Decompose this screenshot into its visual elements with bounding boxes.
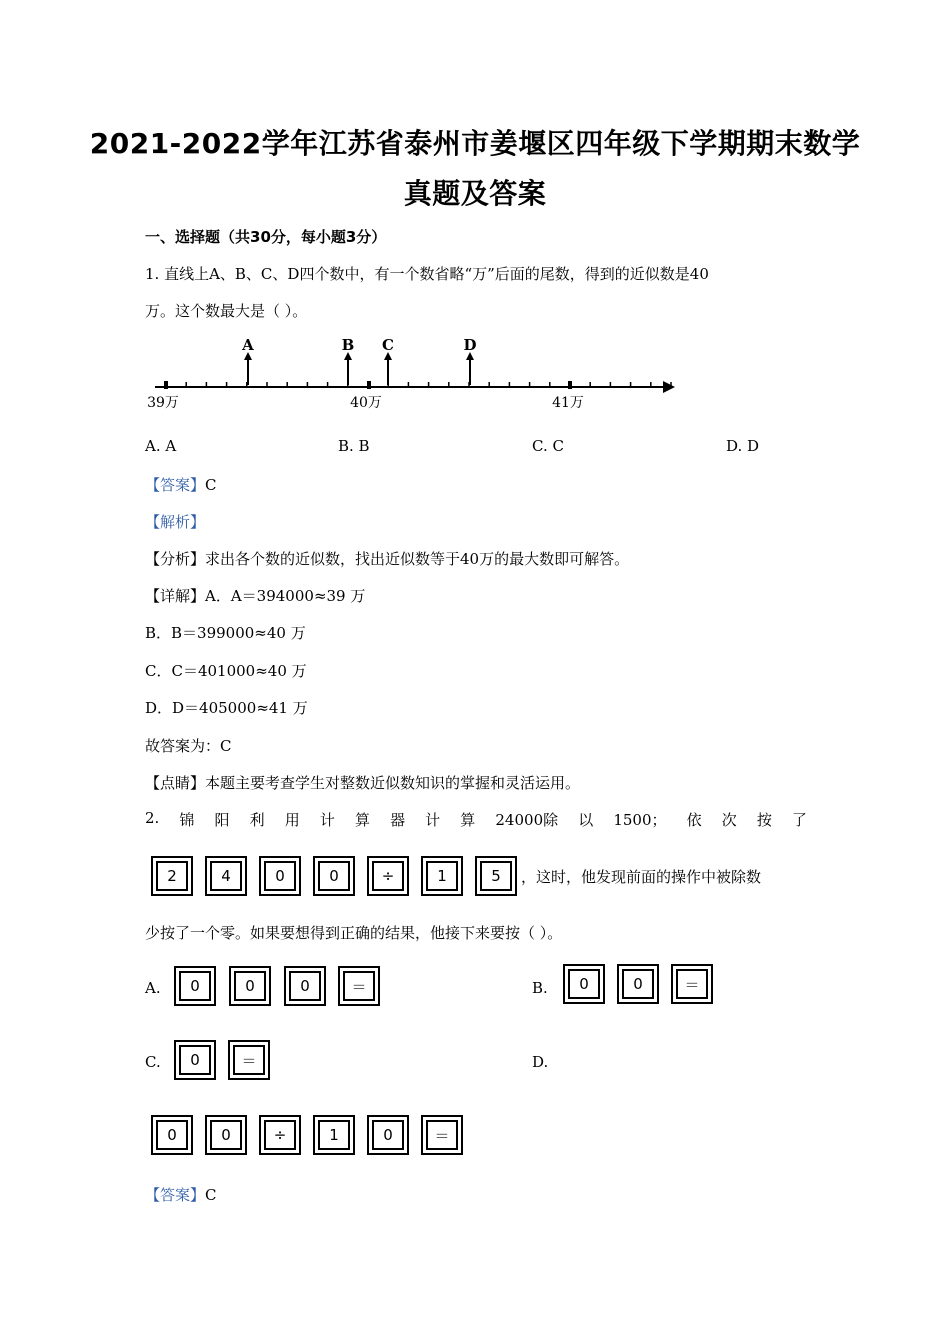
q2-word: 利	[249, 811, 265, 829]
calc-key: 1	[313, 1115, 355, 1155]
calc-key: ＝	[228, 1040, 270, 1080]
axis-label-41: 41万	[552, 395, 584, 411]
calc-key: 0	[313, 856, 355, 896]
calc-key: 0	[151, 1115, 193, 1155]
q2-option-a-label: A.	[145, 979, 161, 997]
q1-conclusion: 故答案为：C	[145, 737, 232, 755]
q2-word: 2.	[145, 809, 160, 827]
answer-value: C	[205, 476, 217, 494]
point-label-b: B	[341, 336, 355, 354]
calc-key: ＝	[421, 1115, 463, 1155]
page-title-line1: 2021-2022学年江苏省泰州市姜堰区四年级下学期期末数学	[89, 127, 861, 160]
calc-key: 4	[205, 856, 247, 896]
q1-fenxi	[145, 548, 629, 569]
q1-option-a: A. A	[145, 437, 177, 455]
q2-word: 用	[284, 811, 300, 829]
number-line-figure	[145, 330, 685, 415]
answer-value: C	[205, 1186, 217, 1204]
calc-key: ÷	[259, 1115, 301, 1155]
q2-word: 阳	[214, 811, 230, 829]
detail-line-2: B．B＝399000≈40 万	[145, 624, 306, 642]
calc-key: ÷	[367, 856, 409, 896]
q1-option-d: D. D	[726, 437, 760, 455]
q2-word: 1500；	[613, 811, 667, 829]
calc-key: ＝	[671, 964, 713, 1004]
calc-key: 0	[259, 856, 301, 896]
q1-answer	[145, 474, 217, 495]
calc-key: 0	[284, 966, 326, 1006]
q2-text-line3: 少按了一个零。如果要想得到正确的结果，他接下来要按（ ）。	[145, 924, 563, 942]
q2-word: 算	[354, 811, 370, 829]
point-label-d: D	[463, 336, 477, 354]
calc-key: 1	[421, 856, 463, 896]
major-tick-39	[164, 381, 168, 389]
major-tick-41	[568, 381, 572, 389]
calc-key: ＝	[338, 966, 380, 1006]
calc-key: 0	[367, 1115, 409, 1155]
calc-key: 0	[205, 1115, 247, 1155]
number-line-arrowhead	[663, 381, 675, 393]
q2-word: 器	[390, 811, 406, 829]
axis-label-40: 40万	[350, 395, 382, 411]
q2-option-b-label: B.	[532, 979, 548, 997]
q1-xiangjie	[145, 585, 365, 606]
q1-option-c: C. C	[532, 437, 564, 455]
dianjing-text: 本题主要考查学生对整数近似数知识的掌握和灵活运用。	[205, 774, 581, 792]
q2-word: 锦	[179, 811, 195, 829]
q2-word: 次	[721, 811, 737, 829]
q2-word: 依	[686, 811, 702, 829]
q2-word: 24000除	[495, 811, 559, 829]
q2-word: 计	[425, 811, 441, 829]
calc-key: 0	[174, 966, 216, 1006]
fenxi-text: 求出各个数的近似数，找出近似数等于40万的最大数即可解答。	[205, 550, 630, 568]
page-title-line2: 真题及答案	[403, 177, 547, 210]
q1-dianjing	[145, 772, 580, 793]
q2-word: 按	[756, 811, 772, 829]
q2-word: 算	[460, 811, 476, 829]
q2-option-d-label: D.	[532, 1053, 549, 1071]
detail-line-1: A．A＝394000≈39 万	[205, 587, 366, 605]
detail-line-4: D．D＝405000≈41 万	[145, 699, 308, 717]
calc-key: 0	[617, 964, 659, 1004]
answer-tag: 【答案】	[145, 1186, 206, 1204]
q2-word: 以	[578, 811, 594, 829]
q2-text-line2: ，这时，他发现前面的操作中被除数	[521, 868, 762, 886]
q2-answer	[145, 1184, 217, 1205]
point-label-c: C	[382, 336, 394, 354]
point-label-a: A	[242, 336, 254, 354]
q2-intro-line	[145, 809, 807, 830]
calc-key: 2	[151, 856, 193, 896]
xiangjie-tag: 【详解】	[145, 587, 206, 605]
section-heading: 一、选择题（共30分，每小题3分）	[145, 228, 387, 246]
detail-line-3: C．C＝401000≈40 万	[145, 662, 307, 680]
q1-text-line1: 1. 直线上A、B、C、D四个数中，有一个数省略“万”后面的尾数，得到的近似数是40	[145, 265, 709, 283]
dianjing-tag: 【点睛】	[145, 774, 206, 792]
calc-key: 0	[174, 1040, 216, 1080]
fenxi-tag: 【分析】	[145, 550, 206, 568]
axis-label-39: 39万	[147, 395, 179, 411]
major-tick-40	[367, 381, 371, 389]
calc-key: 0	[563, 964, 605, 1004]
calc-key: 0	[229, 966, 271, 1006]
q1-option-b: B. B	[338, 437, 370, 455]
q1-analysis-tag: 【解析】	[145, 513, 206, 531]
answer-tag: 【答案】	[145, 476, 206, 494]
q2-word: 了	[791, 811, 807, 829]
q2-word: 计	[319, 811, 335, 829]
q1-text-line2: 万。这个数最大是（ ）。	[145, 302, 308, 320]
calc-key: 5	[475, 856, 517, 896]
q2-option-c-label: C.	[145, 1053, 161, 1071]
